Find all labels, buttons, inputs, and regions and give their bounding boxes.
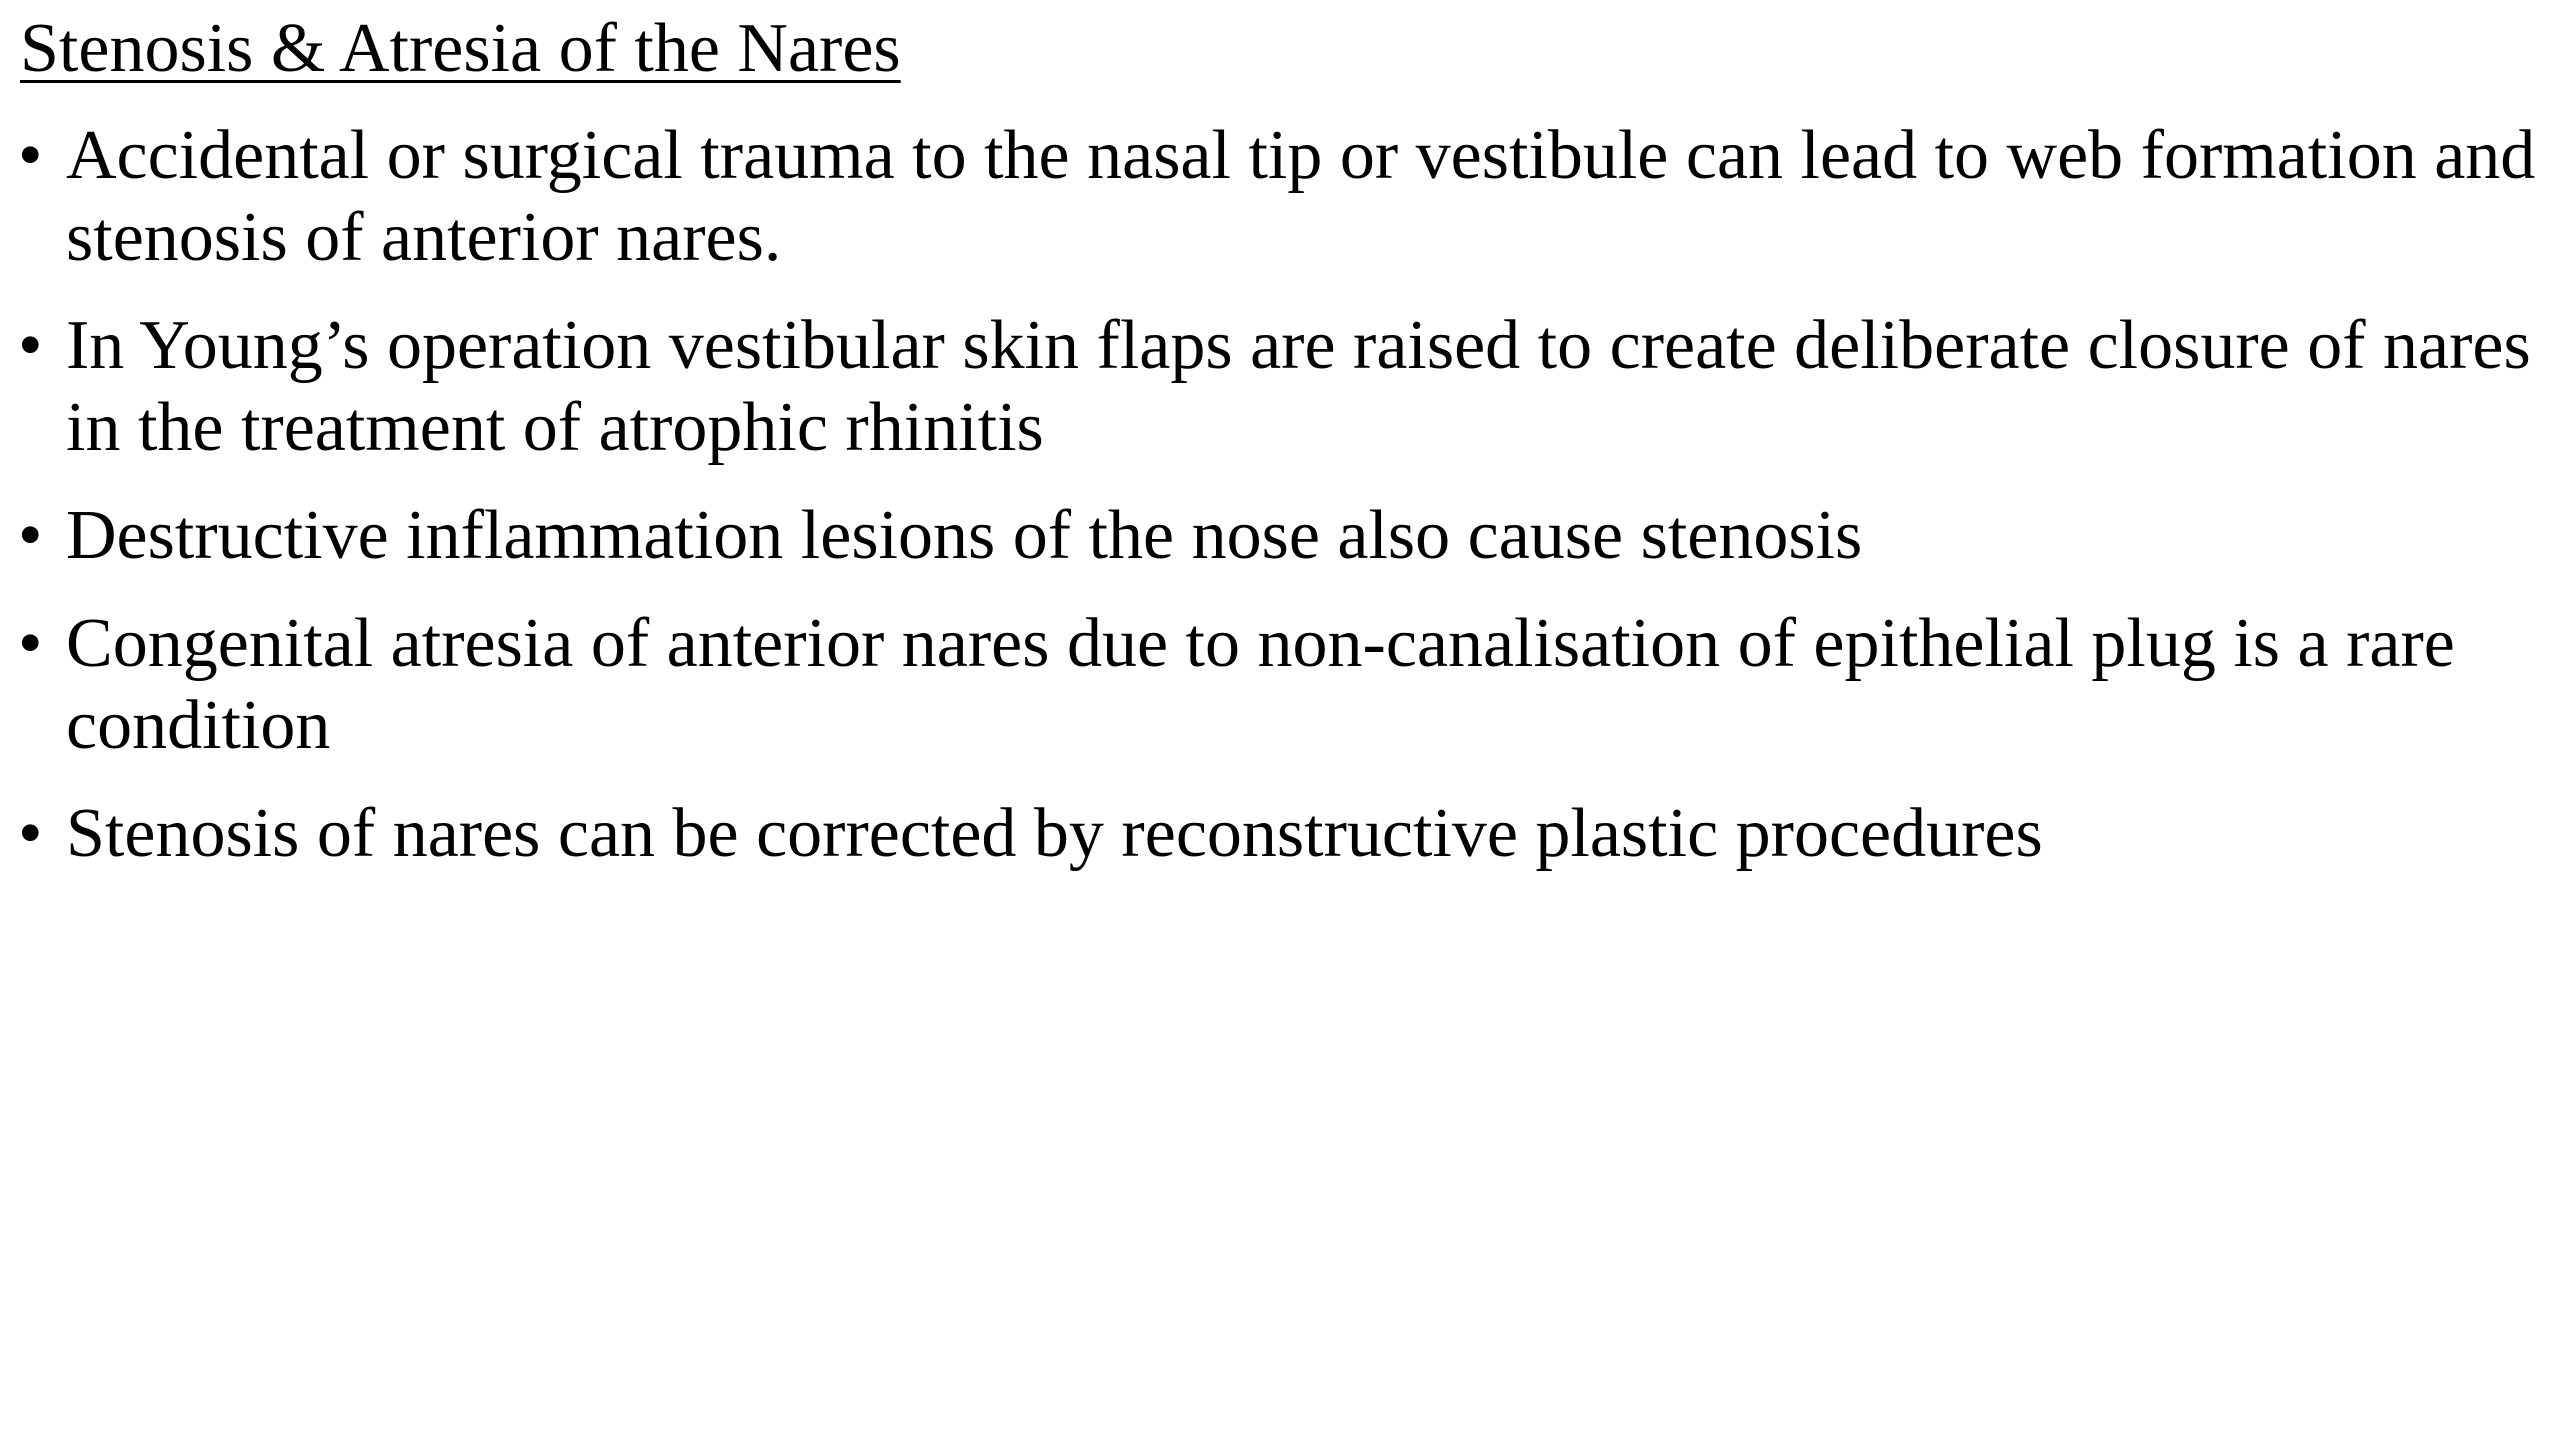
bullet-item bbox=[18, 495, 2548, 577]
slide-title: Stenosis & Atresia of the Nares bbox=[20, 10, 901, 87]
bullet-icon: • bbox=[18, 307, 43, 384]
bullet-item bbox=[18, 793, 2548, 875]
bullet-icon: • bbox=[18, 795, 43, 872]
bullet-text: Destructive inflammation lesions of the nose also cause stenosis bbox=[66, 497, 1863, 574]
bullet-text: Congenital atresia of anterior nares due to non-canalisation of epithelial plug is a rare condition bbox=[66, 605, 2455, 764]
bullet-item bbox=[18, 115, 2548, 279]
bullet-icon: • bbox=[18, 117, 43, 194]
bullet-icon: • bbox=[18, 605, 43, 682]
bullet-list bbox=[18, 115, 2548, 901]
bullet-icon: • bbox=[18, 497, 43, 574]
bullet-text: In Young’s operation vestibular skin flaps are raised to create deliberate closure of nares in the treatment of atrophic rhinitis bbox=[66, 307, 2531, 466]
bullet-text: Stenosis of nares can be corrected by reconstructive plastic procedures bbox=[66, 795, 2043, 872]
bullet-item bbox=[18, 305, 2548, 469]
bullet-text: Accidental or surgical trauma to the nasal tip or vestibule can lead to web formation and stenosis of anterior nares. bbox=[66, 117, 2536, 276]
bullet-item bbox=[18, 603, 2548, 767]
